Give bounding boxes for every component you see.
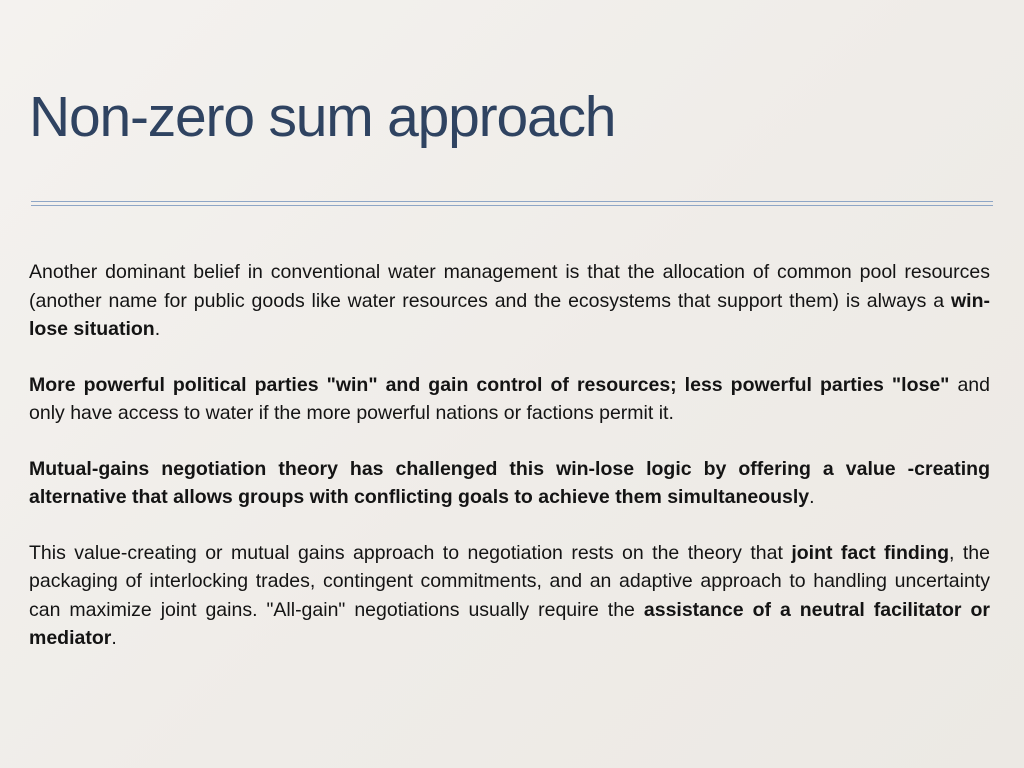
paragraph-text: and only have access to water if the more powerful nations or factions permit it. xyxy=(29,373,991,424)
paragraph-text: . xyxy=(111,627,117,649)
slide-body xyxy=(29,258,990,680)
emphasis-mutual-gains-theory: Mutual-gains negotiation theory has challenged this win-lose logic by offering a value -creating alternative that allows groups with conflicting goals to achieve them simultaneously xyxy=(29,457,990,508)
emphasis-neutral-facilitator: assistance of a neutral facilitator or mediator xyxy=(29,598,990,649)
paragraph-text: , the packaging of interlocking trades, contingent commitments, and an adaptive approach to handling uncertainty can maximize joint gains. "All-gain" negotiations usually require the xyxy=(29,541,990,621)
emphasis-joint-fact-finding: joint fact finding xyxy=(791,541,950,564)
title-divider-bottom xyxy=(31,205,993,206)
paragraph-text: Another dominant belief in conventional water management is that the allocation of common pool resources (another name for public goods like water resources and the ecosystems that support them) is always a xyxy=(29,261,990,312)
paragraph-mutual-gains-theory xyxy=(29,455,990,512)
paragraph-text: . xyxy=(154,318,161,340)
paragraph-value-creating-approach xyxy=(29,539,990,653)
paragraph-win-lose-belief xyxy=(29,258,990,344)
slide-title: Non-zero sum approach xyxy=(29,85,616,149)
paragraph-text: . xyxy=(809,486,815,508)
paragraph-powerful-parties xyxy=(29,371,990,428)
emphasis-powerful-parties: More powerful political parties "win" and gain control of resources; less powerful parties "lose" xyxy=(29,373,950,396)
title-divider-top xyxy=(31,201,993,202)
emphasis-win-lose-situation: win-lose situation xyxy=(29,289,990,340)
paragraph-text: This value-creating or mutual gains approach to negotiation rests on the theory that xyxy=(29,541,792,564)
